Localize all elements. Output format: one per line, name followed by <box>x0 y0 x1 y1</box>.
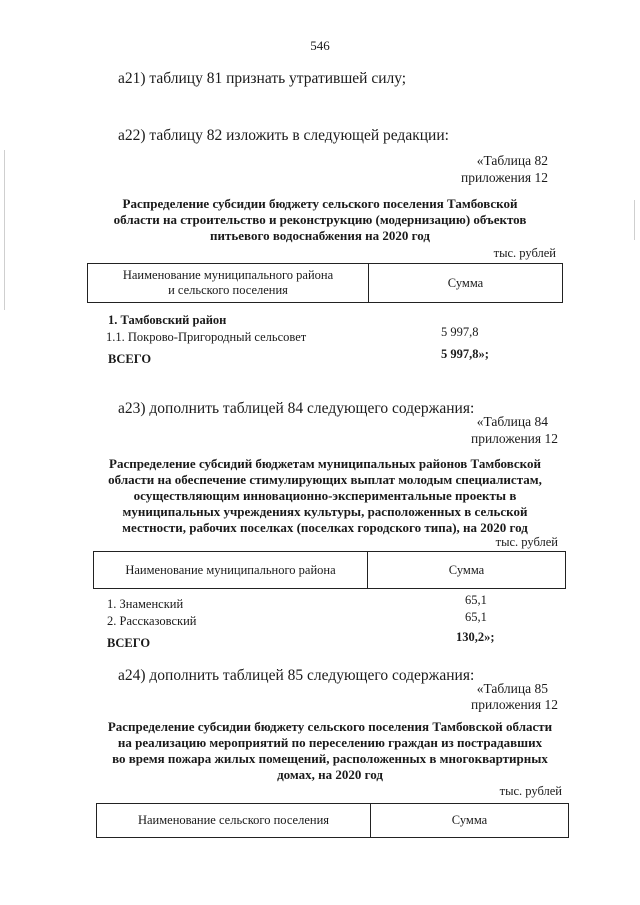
table82-col1-header <box>88 264 369 303</box>
table84-title <box>80 456 570 536</box>
table84-unit: тыс. рублей <box>495 535 558 549</box>
table84-title-line4: муниципальных учреждениях культуры, расположенных в сельской <box>122 504 528 519</box>
table82-district: 1. Тамбовский район <box>108 313 227 327</box>
table82-header <box>87 263 563 303</box>
table84-title-line3: осуществляющим инновационно-экспериментальные проекты в <box>133 488 517 503</box>
table84-title-line1: Распределение субсидий бюджетам муниципальных районов Тамбовской <box>109 456 541 471</box>
table82-row-name: 1.1. Покрово-Пригородный сельсовет <box>106 330 307 344</box>
table82-col2-header: Сумма <box>369 264 563 303</box>
table84-row1-name: 1. Знаменский <box>107 597 184 611</box>
table85-title-line2: на реализацию мероприятий по переселению граждан из пострадавших <box>117 735 543 750</box>
table82-total-value: 5 997,8»; <box>441 347 489 361</box>
table84-row2-value: 65,1 <box>465 610 487 624</box>
table85-header <box>96 803 569 838</box>
table82-title-line3: питьевого водоснабжения на 2020 год <box>210 228 430 243</box>
table85-title-line1: Распределение субсидии бюджету сельского поселения Тамбовской области <box>107 719 553 734</box>
table82-total-label: ВСЕГО <box>108 352 152 366</box>
table85-col1-header: Наименование сельского поселения <box>97 804 371 838</box>
table82-title <box>80 196 560 244</box>
table84-header <box>93 551 566 589</box>
table84-total-value: 130,2»; <box>456 630 495 644</box>
table85-title-line4: домах, на 2020 год <box>277 767 383 782</box>
table82-ref-line1: «Таблица 82 <box>476 153 548 168</box>
table84-row2-name: 2. Рассказовский <box>107 614 197 628</box>
table84-ref-line2: приложения 12 <box>470 431 558 446</box>
table82-unit: тыс. рублей <box>493 246 556 260</box>
table84-col2-header: Сумма <box>368 552 566 589</box>
item-a22: а22) таблицу 82 изложить в следующей редакции: <box>118 127 449 144</box>
table84-col1-header: Наименование муниципального района <box>94 552 368 589</box>
scan-edge-right <box>634 200 635 240</box>
table84-title-line5: местности, рабочих поселках (поселках городского типа), на 2020 год <box>122 520 528 535</box>
table82-row-value: 5 997,8 <box>441 325 479 339</box>
table82-ref-line2: приложения 12 <box>460 170 548 185</box>
table85-col2-header: Сумма <box>371 804 569 838</box>
table85-ref-line1: «Таблица 85 <box>476 681 548 696</box>
table84-row1-value: 65,1 <box>465 593 487 607</box>
table85-title-line3: во время пожара жилых помещений, расположенных в многоквартирных <box>112 751 548 766</box>
table84-title-line2: области на обеспечение стимулирующих выплат молодым специалистам, <box>108 472 542 487</box>
table82-title-line1: Распределение субсидии бюджету сельского поселения Тамбовской <box>122 196 518 211</box>
table82-col1-line1: Наименование муниципального района <box>122 268 334 282</box>
table84-ref-line1: «Таблица 84 <box>476 414 548 429</box>
item-a21: а21) таблицу 81 признать утратившей силу; <box>118 70 407 87</box>
table85-title <box>80 719 580 783</box>
page-number: 546 <box>310 38 330 53</box>
table82-title-line2: области на строительство и реконструкцию (модернизацию) объектов <box>113 212 527 227</box>
table85-unit: тыс. рублей <box>499 784 562 798</box>
item-a23: а23) дополнить таблицей 84 следующего содержания: <box>118 400 475 417</box>
table84-total-label: ВСЕГО <box>107 636 151 650</box>
item-a24: а24) дополнить таблицей 85 следующего содержания: <box>118 667 475 684</box>
scan-edge-left <box>4 150 5 310</box>
table85-ref-line2: приложения 12 <box>470 697 558 712</box>
table82-col1-line2: и сельского поселения <box>168 283 288 297</box>
